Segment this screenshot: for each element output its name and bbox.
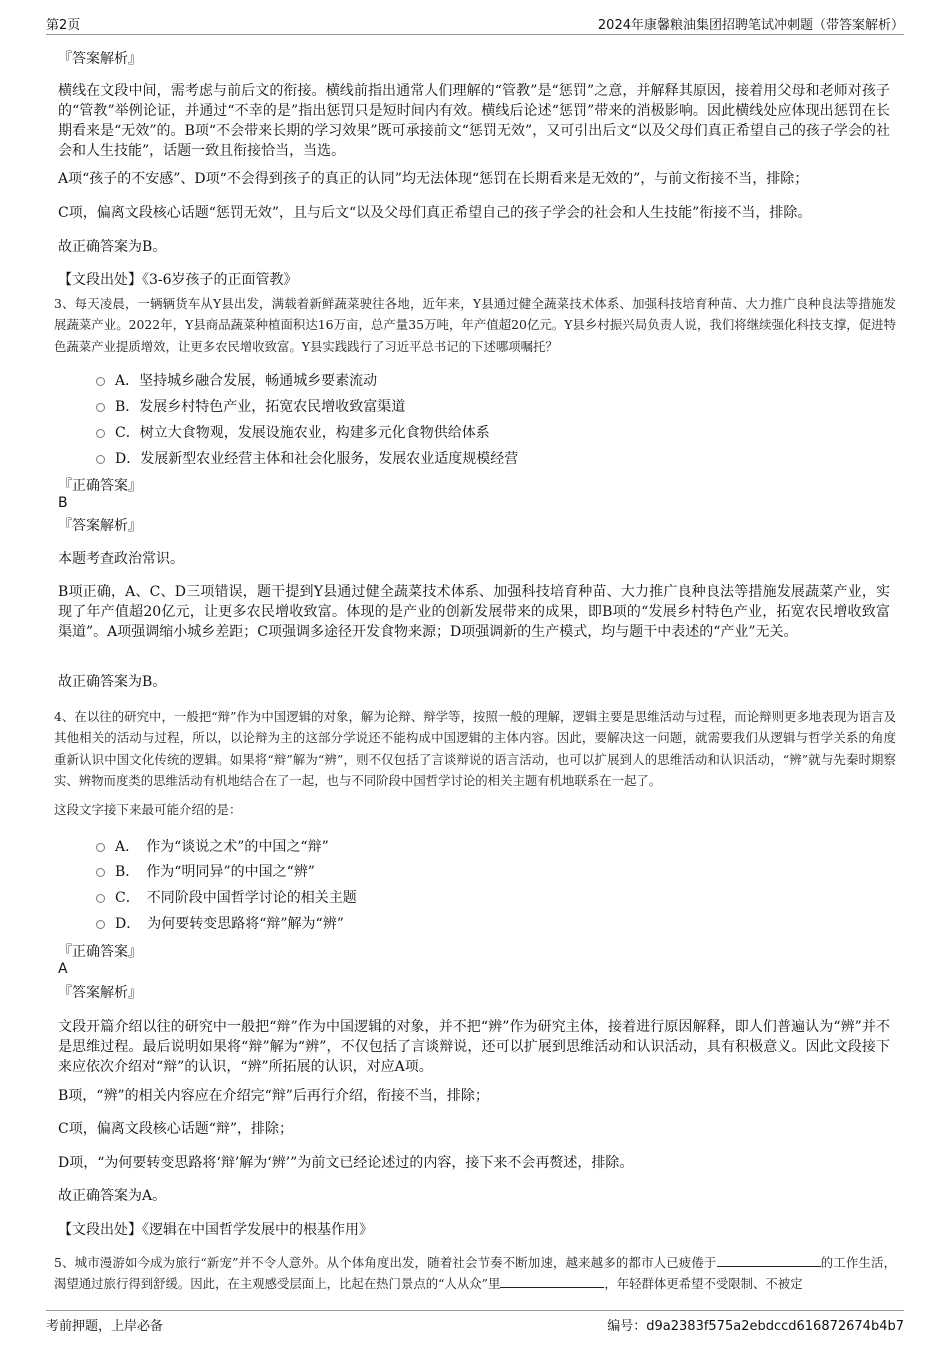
correct-answer-value: A	[58, 961, 68, 977]
radio-icon[interactable]	[96, 920, 105, 929]
analysis-paragraph: C项，偏离文段核心话题“辩”，排除；	[58, 1121, 294, 1137]
analysis-paragraph: D项，“为何要转变思路将‘辩’解为‘辨’”为前文已经论述过的内容，接下来不会再赘述，排除。	[58, 1155, 634, 1171]
radio-icon[interactable]	[96, 843, 105, 852]
analysis-conclusion: 故正确答案为A。	[58, 1188, 167, 1204]
correct-answer-label: 『正确答案』	[58, 944, 142, 960]
option-a[interactable]: A．坚持城乡融合发展，畅通城乡要素流动	[96, 370, 377, 390]
document-title: 2024年康馨粮油集团招聘笔试冲刺题（带答案解析）	[597, 18, 904, 33]
radio-icon[interactable]	[96, 429, 105, 438]
option-d[interactable]: D． 为何要转变思路将“辩”解为“辨”	[96, 913, 344, 933]
analysis-paragraph: B项正确，A、C、D三项错误，题干提到Y县通过健全蔬菜技术体系、加强科技培育种苗、大力推广良种良法等措施发展蔬菜产业，实现了年产值超20亿元，让更多农民增收致富。体现的是产业的创新发展带来的成果，即B项的“发展乡村特色产业，拓宽农民增收致富渠道”。A项强调缩小城乡差距；C项强调多途径开发食物来源；D项强调新的生产模式，均与题干中表述的“产业”无关。	[58, 584, 890, 640]
option-b[interactable]: B． 作为“明同异”的中国之“辨”	[96, 861, 315, 881]
analysis-paragraph: A项“孩子的不安感”、D项“不会得到孩子的真正的认同”均无法体现“惩罚在长期看来是无效的”，与前文衔接不当，排除；	[58, 171, 809, 187]
analysis-paragraph: 本题考查政治常识。	[58, 551, 184, 567]
radio-icon[interactable]	[96, 377, 105, 386]
option-d[interactable]: D．发展新型农业经营主体和社会化服务，发展农业适度规模经营	[96, 448, 518, 468]
correct-answer-value: B	[58, 495, 68, 511]
page-header	[46, 12, 904, 35]
analysis-paragraph: 文段开篇介绍以往的研究中一般把“辩”作为中国逻辑的对象，并不把“辨”作为研究主体，接着进行原因解释，即人们普遍认为“辨”并不是思维过程。最后说明如果将“辩”解为“辨”，不仅包括了言谈辩说，还可以扩展到思维活动和认识活动，具有积极意义。因此文段接下来应依次介绍对“辩”的认识，“辨”所拓展的认识，对应A项。	[58, 1019, 890, 1075]
analysis-paragraph: C项，偏离文段核心话题“惩罚无效”，且与后文“以及父母们真正希望自己的孩子学会的社会和人生技能”衔接不当，排除。	[58, 205, 812, 221]
analysis-paragraph: B项，“辨”的相关内容应在介绍完“辩”后再行介绍，衔接不当，排除；	[58, 1088, 489, 1104]
question-3-text: 3、每天凌晨，一辆辆货车从Y县出发，满载着新鲜蔬菜驶往各地，近年来，Y县通过健全蔬菜技术体系、加强科技培育种苗、大力推广良种良法等措施发展蔬菜产业。2022年，Y县商品蔬菜种植面积达16万亩，总产量35万吨，年产值超20亿元。Y县乡村振兴局负责人说，我们将继续强化科技支撑，促进特色蔬菜产业提质增效，让更多农民增收致富。Y县实践践行了习近平总书记的下述哪项嘱托？	[54, 296, 896, 354]
analysis-conclusion: 故正确答案为B。	[58, 674, 167, 690]
radio-icon[interactable]	[96, 868, 105, 877]
page-number: 第2页	[46, 18, 81, 33]
question-4-text: 4、在以往的研究中，一般把“辩”作为中国逻辑的对象，解为论辩、辩学等，按照一般的理解，逻辑主要是思维活动与过程，而论辩则更多地表现为语言及其他相关的活动与过程，所以，以论辩为主的这部分学说还不能构成中国逻辑的主体内容。因此，要解决这一问题，就需要我们从逻辑与哲学关系的角度重新认识中国文化传统的逻辑。如果将“辩”解为“辨”，则不仅包括了言谈辩说的语言活动，也可以扩展到人的思维活动和认识活动，“辨”就与先秦时期察实、辨物而度类的思维活动有机地结合在了一起，也与不同阶段中国哲学讨论的相关主题有机地联系在一起了。	[54, 709, 896, 788]
source-note: 【文段出处】《3-6岁孩子的正面管教》	[58, 272, 298, 288]
analysis-paragraph: 横线在文段中间，需考虑与前后文的衔接。横线前指出通常人们理解的“管教”是“惩罚”之意，并解释其原因，接着用父母和老师对孩子的“管教”举例论证，并通过“不幸的是”指出惩罚只是短时间内有效。横线后论述“惩罚”带来的消极影响。因此横线处应体现出惩罚在长期看来是“无效”的。B项“不会带来长期的学习效果”既可承接前文“惩罚无效”，又可引出后文“以及父母们真正希望自己的孩子学会的社会和人生技能”，话题一致且衔接恰当，当选。	[58, 83, 890, 159]
radio-icon[interactable]	[96, 894, 105, 903]
answer-analysis-label: 『答案解析』	[58, 985, 142, 1001]
option-c[interactable]: C． 不同阶段中国哲学讨论的相关主题	[96, 887, 357, 907]
answer-analysis-label: 『答案解析』	[58, 518, 142, 534]
question-4-prompt: 这段文字接下来最可能介绍的是：	[54, 802, 242, 817]
question-5-text: 5、城市漫游如今成为旅行“新宠”并不令人意外。从个体角度出发，随着社会节奏不断加速，越来越多的都市人已疲倦于 的工作生活，渴望通过旅行得到舒缓。因此，在主观感受层面上，比起在热门景点的“人从众”里 ，年轻群体更希望不受限制、不被定	[54, 1255, 896, 1292]
answer-analysis-label: 『答案解析』	[58, 51, 142, 67]
document-code: 编号：d9a2383f575a2ebdccd616872674b4b7	[607, 1319, 904, 1334]
option-b[interactable]: B．发展乡村特色产业，拓宽农民增收致富渠道	[96, 396, 405, 416]
footer-slogan: 考前押题，上岸必备	[46, 1319, 164, 1334]
radio-icon[interactable]	[96, 403, 105, 412]
option-c[interactable]: C．树立大食物观，发展设施农业，构建多元化食物供给体系	[96, 422, 490, 442]
source-note: 【文段出处】《逻辑在中国哲学发展中的根基作用》	[58, 1222, 373, 1238]
page-footer	[46, 1310, 904, 1335]
radio-icon[interactable]	[96, 455, 105, 464]
option-a[interactable]: A． 作为“谈说之术”的中国之“辩”	[96, 836, 329, 856]
fill-blank[interactable]	[500, 1275, 604, 1288]
fill-blank[interactable]	[717, 1254, 821, 1267]
correct-answer-label: 『正确答案』	[58, 478, 142, 494]
analysis-conclusion: 故正确答案为B。	[58, 239, 167, 255]
